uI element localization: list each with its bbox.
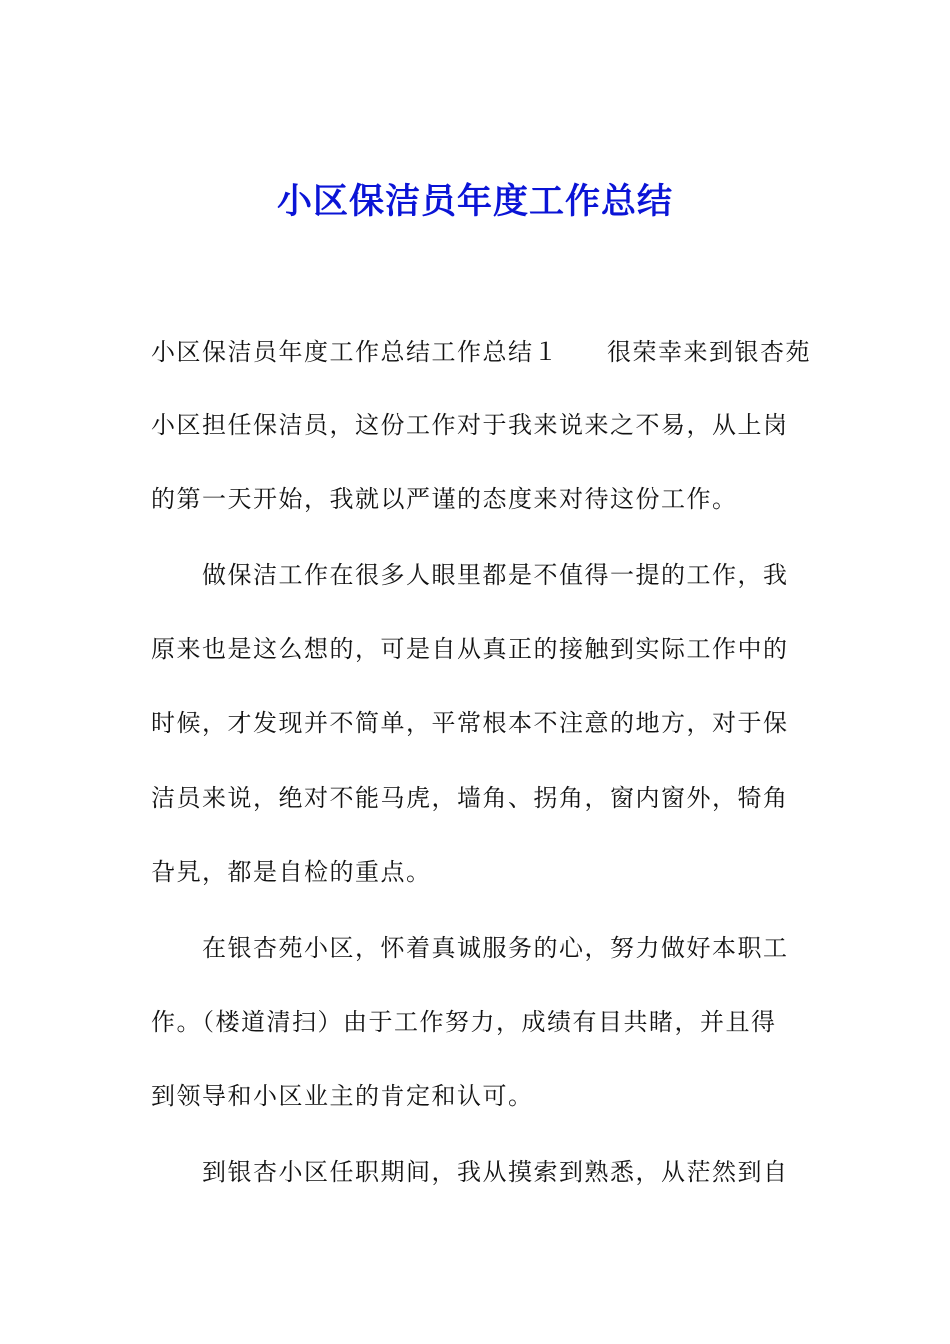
- paragraph-line: 小区担任保洁员，这份工作对于我来说来之不易，从上岗: [151, 411, 789, 439]
- paragraph-line: 时候，才发现并不简单，平常根本不注意的地方，对于保: [151, 709, 789, 737]
- paragraph-line: 作。（楼道清扫）由于工作努力，成绩有目共睹，并且得: [151, 1008, 777, 1036]
- paragraph-line: 原来也是这么想的，可是自从真正的接触到实际工作中的: [151, 635, 789, 663]
- paragraph-line: 做保洁工作在很多人眼里都是不值得一提的工作，我: [202, 561, 789, 589]
- paragraph-text: 很荣幸来到银杏苑: [607, 338, 811, 366]
- paragraph-line: 的第一天开始，我就以严谨的态度来对待这份工作。: [151, 485, 738, 513]
- paragraph-line: 旮旯，都是自检的重点。: [151, 858, 432, 886]
- paragraph-line: 洁员来说，绝对不能马虎，墙角、拐角，窗内窗外，犄角: [151, 784, 789, 812]
- document-title: 小区保洁员年度工作总结: [276, 181, 673, 222]
- section-heading: 小区保洁员年度工作总结工作总结１: [151, 338, 559, 366]
- paragraph-line: 到银杏小区任职期间，我从摸索到熟悉，从茫然到自: [202, 1158, 789, 1186]
- paragraph-line: 到领导和小区业主的肯定和认可。: [151, 1082, 534, 1110]
- paragraph-line: [151, 332, 811, 372]
- paragraph-line: 在银杏苑小区，怀着真诚服务的心，努力做好本职工: [202, 934, 789, 962]
